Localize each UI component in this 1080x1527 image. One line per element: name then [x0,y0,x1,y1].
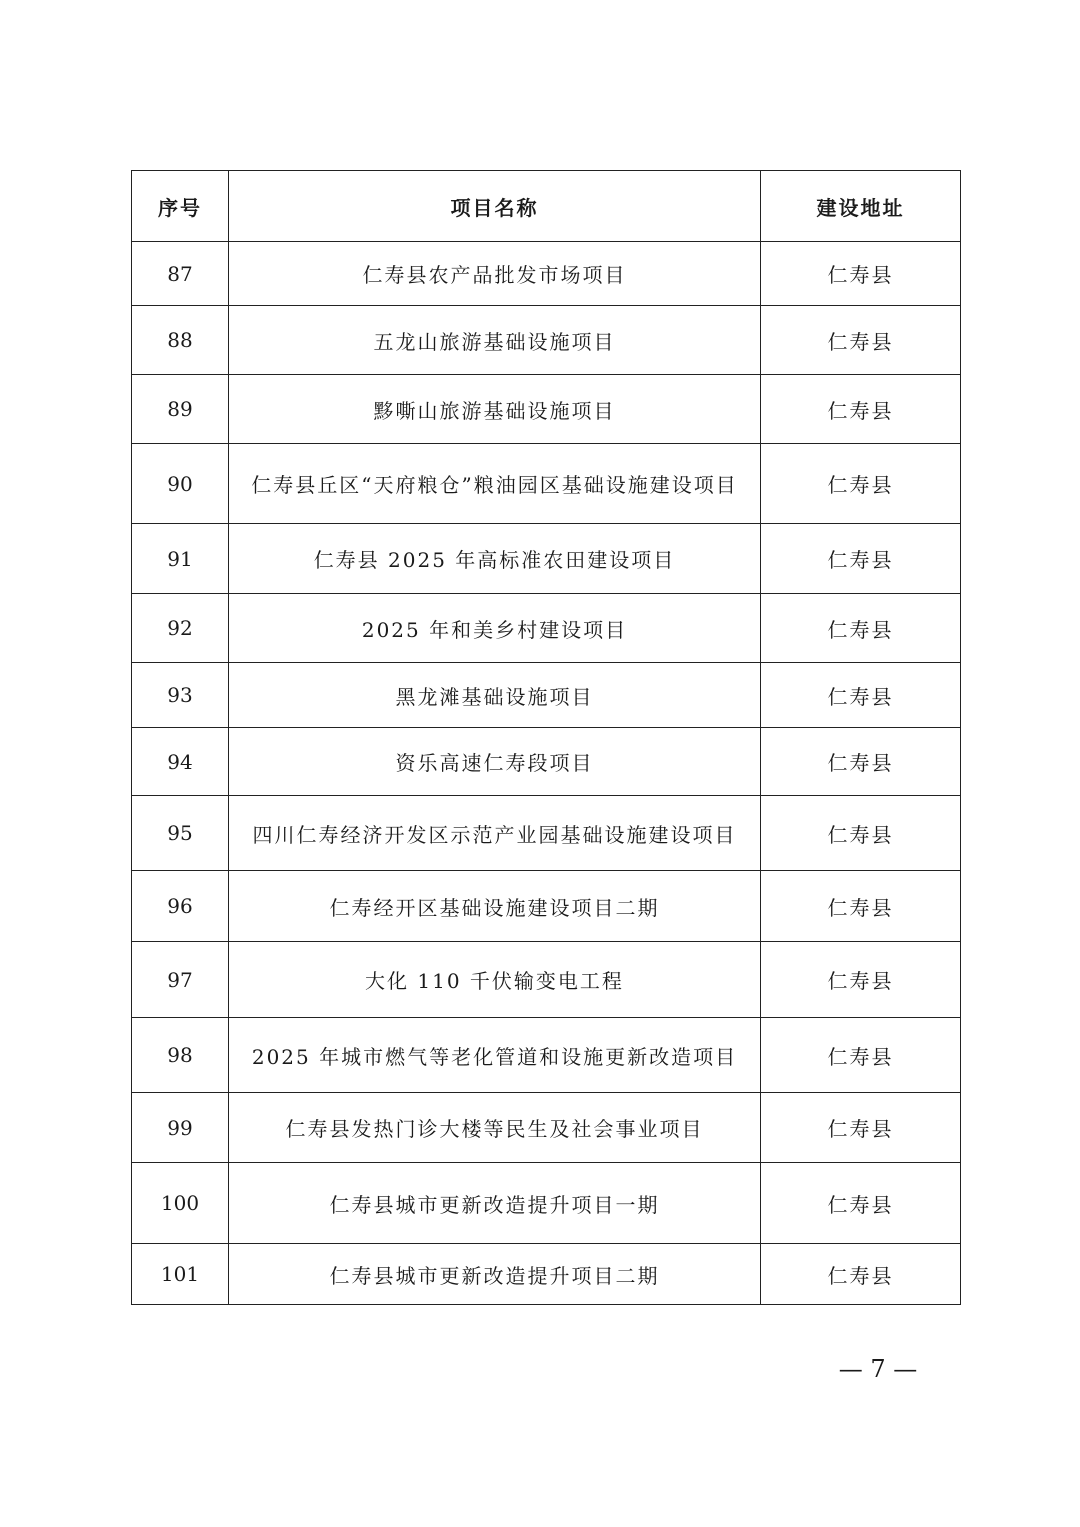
row-num: 101 [132,1244,229,1305]
row-name: 2025 年城市燃气等老化管道和设施更新改造项目 [229,1018,761,1093]
row-num: 87 [132,242,229,306]
row-name: 四川仁寿经济开发区示范产业园基础设施建设项目 [229,796,761,871]
row-num: 100 [132,1163,229,1244]
table-row [132,242,961,306]
row-name: 仁寿县丘区“天府粮仓”粮油园区基础设施建设项目 [229,444,761,524]
table-header-row [132,171,961,242]
table-row [132,942,961,1018]
row-address: 仁寿县 [761,1018,961,1093]
row-num: 89 [132,375,229,444]
header-name: 项目名称 [229,171,761,242]
row-name: 黑龙滩基础设施项目 [229,663,761,728]
row-address: 仁寿县 [761,728,961,796]
table-row [132,444,961,524]
page-number: — 7 — [838,1355,918,1383]
row-num: 90 [132,444,229,524]
table-row [132,306,961,375]
row-name: 仁寿县农产品批发市场项目 [229,242,761,306]
row-address: 仁寿县 [761,524,961,594]
row-address: 仁寿县 [761,375,961,444]
table-body [132,242,961,1305]
row-address: 仁寿县 [761,796,961,871]
table-row [132,1018,961,1093]
row-address: 仁寿县 [761,594,961,663]
row-num: 91 [132,524,229,594]
project-table [131,170,961,1305]
table-header [132,171,961,242]
row-num: 99 [132,1093,229,1163]
table-row [132,1163,961,1244]
row-num: 97 [132,942,229,1018]
row-name: 大化 110 千伏输变电工程 [229,942,761,1018]
header-address: 建设地址 [761,171,961,242]
row-name: 仁寿县城市更新改造提升项目二期 [229,1244,761,1305]
row-num: 88 [132,306,229,375]
row-num: 96 [132,871,229,942]
row-address: 仁寿县 [761,1244,961,1305]
table-row [132,524,961,594]
row-address: 仁寿县 [761,444,961,524]
row-num: 94 [132,728,229,796]
row-address: 仁寿县 [761,871,961,942]
row-name: 仁寿经开区基础设施建设项目二期 [229,871,761,942]
table-row [132,1093,961,1163]
row-name: 五龙山旅游基础设施项目 [229,306,761,375]
row-num: 92 [132,594,229,663]
table-row [132,871,961,942]
row-name: 仁寿县城市更新改造提升项目一期 [229,1163,761,1244]
table-row [132,1244,961,1305]
table-row [132,796,961,871]
row-num: 98 [132,1018,229,1093]
row-address: 仁寿县 [761,663,961,728]
row-num: 93 [132,663,229,728]
table-row [132,663,961,728]
table-row [132,594,961,663]
row-name: 资乐高速仁寿段项目 [229,728,761,796]
row-address: 仁寿县 [761,306,961,375]
row-num: 95 [132,796,229,871]
row-name: 黟嘶山旅游基础设施项目 [229,375,761,444]
row-name: 2025 年和美乡村建设项目 [229,594,761,663]
table-row [132,728,961,796]
header-num: 序号 [132,171,229,242]
row-name: 仁寿县发热门诊大楼等民生及社会事业项目 [229,1093,761,1163]
row-name: 仁寿县 2025 年高标准农田建设项目 [229,524,761,594]
row-address: 仁寿县 [761,1163,961,1244]
table-row [132,375,961,444]
row-address: 仁寿县 [761,942,961,1018]
row-address: 仁寿县 [761,242,961,306]
row-address: 仁寿县 [761,1093,961,1163]
